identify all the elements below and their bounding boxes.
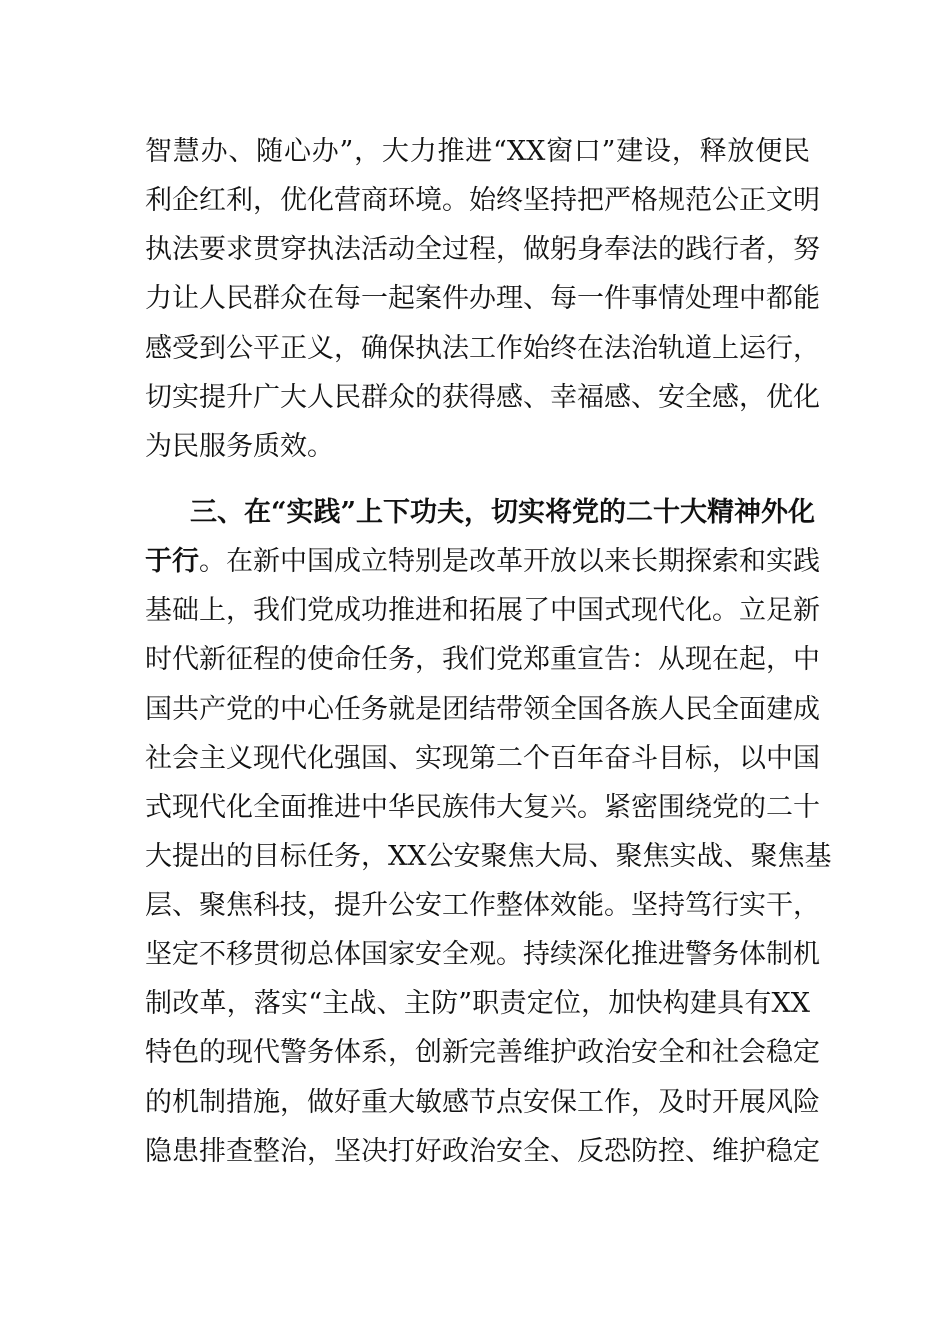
paragraph-line: 制改革，落实“主战、主防”职责定位，加快构建具有XX [145,988,810,1019]
paragraph-line: 特色的现代警务体系，创新完善维护政治安全和社会稳定 [145,1037,820,1068]
paragraph-line: 式现代化全面推进中华民族伟大复兴。紧密围绕党的二十 [145,792,820,823]
paragraph-line: 利企红利，优化营商环境。始终坚持把严格规范公正文明 [145,185,820,216]
section-heading [190,496,816,530]
paragraph-line: 基础上，我们党成功推进和拓展了中国式现代化。立足新 [145,595,820,626]
paragraph-line: 时代新征程的使命任务，我们党郑重宣告：从现在起，中 [145,644,820,675]
section-heading-tail: 于行 [145,546,199,577]
paragraph-line: 感受到公平正义，确保执法工作始终在法治轨道上运行， [145,333,820,364]
paragraph-line: 层、聚焦科技，提升公安工作整体效能。坚持笃行实干， [145,890,820,921]
paragraph-line: 大提出的目标任务，XX公安聚焦大局、聚焦实战、聚焦基 [145,841,832,872]
paragraph-line: 切实提升广大人民群众的获得感、幸福感、安全感，优化 [145,382,820,413]
paragraph-line: 国共产党的中心任务就是团结带领全国各族人民全面建成 [145,694,820,725]
paragraph-line: 隐患排查整治，坚决打好政治安全、反恐防控、维护稳定 [145,1136,820,1167]
paragraph-text: 。在新中国成立特别是改革开放以来长期探索和实践 [199,546,820,577]
paragraph-line: 智慧办、随心办”，大力推进“XX窗口”建设，释放便民 [145,136,810,167]
paragraph-line: 的机制措施，做好重大敏感节点安保工作，及时开展风险 [145,1087,820,1118]
paragraph-line: 为民服务质效。 [145,431,334,462]
paragraph-line: 力让人民群众在每一起案件办理、每一件事情处理中都能 [145,283,820,314]
paragraph-line: 社会主义现代化强国、实现第二个百年奋斗目标，以中国 [145,743,820,774]
paragraph-line: 坚定不移贯彻总体国家安全观。持续深化推进警务体制机 [145,939,820,970]
paragraph-line [145,545,820,579]
paragraph-line: 执法要求贯穿执法活动全过程，做躬身奉法的践行者，努 [145,234,820,265]
section-heading-text: 三、在“实践”上下功夫，切实将党的二十大精神外化 [190,497,816,528]
